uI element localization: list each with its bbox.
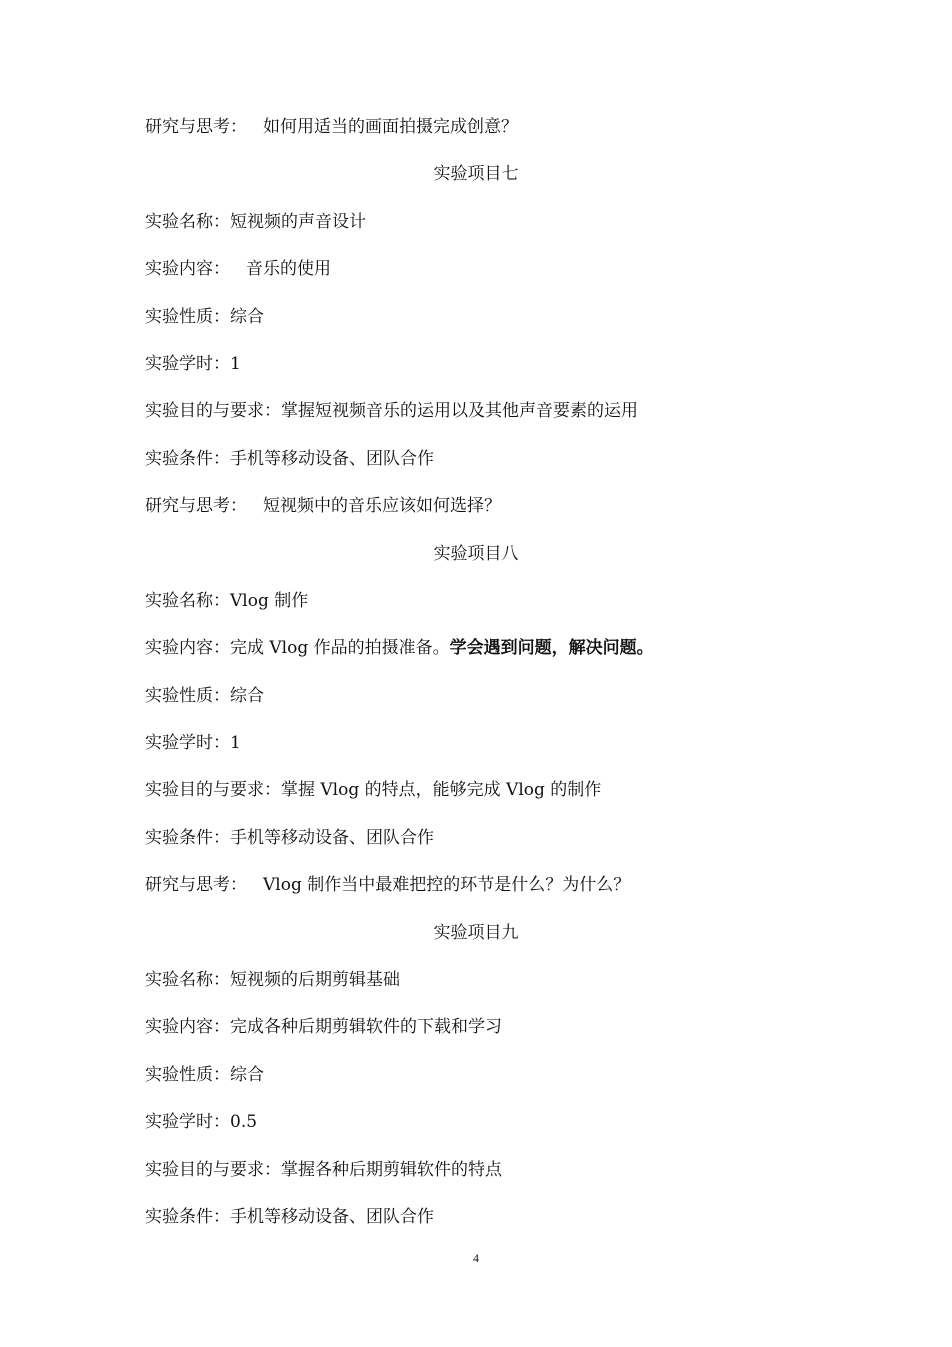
value: 综合 xyxy=(230,306,264,327)
value: 手机等移动设备、团队合作 xyxy=(230,827,434,848)
line-hours-8 xyxy=(145,727,807,774)
value: Vlog 制作 xyxy=(230,590,309,611)
line-research-7 xyxy=(145,490,807,537)
label: 实验性质： xyxy=(145,685,230,706)
value: 综合 xyxy=(230,1064,264,1085)
label: 实验内容： xyxy=(145,638,230,659)
value: 短视频中的音乐应该如何选择？ xyxy=(263,496,501,517)
line-condition-8 xyxy=(145,822,807,869)
label: 实验学时： xyxy=(145,733,230,754)
line-name-7 xyxy=(145,206,807,253)
value: 掌握各种后期剪辑软件的特点 xyxy=(281,1159,502,1180)
value: 手机等移动设备、团队合作 xyxy=(230,1206,434,1227)
label: 实验目的与要求： xyxy=(145,780,281,801)
label: 实验条件： xyxy=(145,1206,230,1227)
value: Vlog 制作当中最难把控的环节是什么？为什么？ xyxy=(263,875,631,896)
label: 研究与思考： xyxy=(145,117,247,137)
heading-project-8 xyxy=(145,538,807,585)
line-name-8 xyxy=(145,585,807,632)
line-research-6 xyxy=(145,111,807,158)
line-nature-7 xyxy=(145,301,807,348)
label: 实验性质： xyxy=(145,1064,230,1085)
label: 实验学时： xyxy=(145,353,230,374)
section-heading: 实验项目九 xyxy=(433,922,519,943)
value: 完成 Vlog 作品的拍摄准备。 xyxy=(230,638,450,659)
value: 如何用适当的画面拍摄完成创意？ xyxy=(263,117,518,137)
section-heading: 实验项目七 xyxy=(433,164,519,185)
line-nature-9 xyxy=(145,1059,807,1106)
value: 掌握 Vlog 的特点，能够完成 Vlog 的制作 xyxy=(281,780,602,801)
line-condition-9 xyxy=(145,1201,807,1248)
label: 实验性质： xyxy=(145,306,230,327)
label: 实验条件： xyxy=(145,827,230,848)
value: 0.5 xyxy=(230,1112,258,1133)
label: 实验名称： xyxy=(145,211,230,232)
heading-project-7 xyxy=(145,158,807,205)
label: 实验条件： xyxy=(145,448,230,469)
heading-project-9 xyxy=(145,917,807,964)
line-hours-7 xyxy=(145,348,807,395)
value: 1 xyxy=(230,353,241,374)
value: 短视频的声音设计 xyxy=(230,211,366,232)
value: 短视频的后期剪辑基础 xyxy=(230,970,400,991)
label: 实验名称： xyxy=(145,590,230,611)
label: 研究与思考： xyxy=(145,496,247,517)
label: 实验目的与要求： xyxy=(145,1159,281,1180)
line-goal-7 xyxy=(145,395,807,442)
label: 实验名称： xyxy=(145,970,230,991)
value: 1 xyxy=(230,733,241,754)
page-content xyxy=(145,111,807,1248)
line-hours-9 xyxy=(145,1106,807,1153)
label: 实验内容： xyxy=(145,259,230,280)
line-nature-8 xyxy=(145,680,807,727)
value: 完成各种后期剪辑软件的下载和学习 xyxy=(230,1017,502,1038)
line-content-9 xyxy=(145,1011,807,1058)
line-content-8 xyxy=(145,632,807,679)
bold-emphasis: 学会遇到问题，解决问题。 xyxy=(449,638,654,659)
label: 实验内容： xyxy=(145,1017,230,1038)
line-condition-7 xyxy=(145,443,807,490)
label: 研究与思考： xyxy=(145,875,247,896)
line-research-8 xyxy=(145,869,807,916)
value: 掌握短视频音乐的运用以及其他声音要素的运用 xyxy=(281,401,638,422)
value: 综合 xyxy=(230,685,264,706)
line-name-9 xyxy=(145,964,807,1011)
line-goal-9 xyxy=(145,1154,807,1201)
line-content-7 xyxy=(145,253,807,300)
label: 实验学时： xyxy=(145,1112,230,1133)
value: 音乐的使用 xyxy=(246,259,331,280)
page-number: 4 xyxy=(473,1251,479,1265)
value: 手机等移动设备、团队合作 xyxy=(230,448,434,469)
line-goal-8 xyxy=(145,774,807,821)
label: 实验目的与要求： xyxy=(145,401,281,422)
section-heading: 实验项目八 xyxy=(433,543,519,564)
